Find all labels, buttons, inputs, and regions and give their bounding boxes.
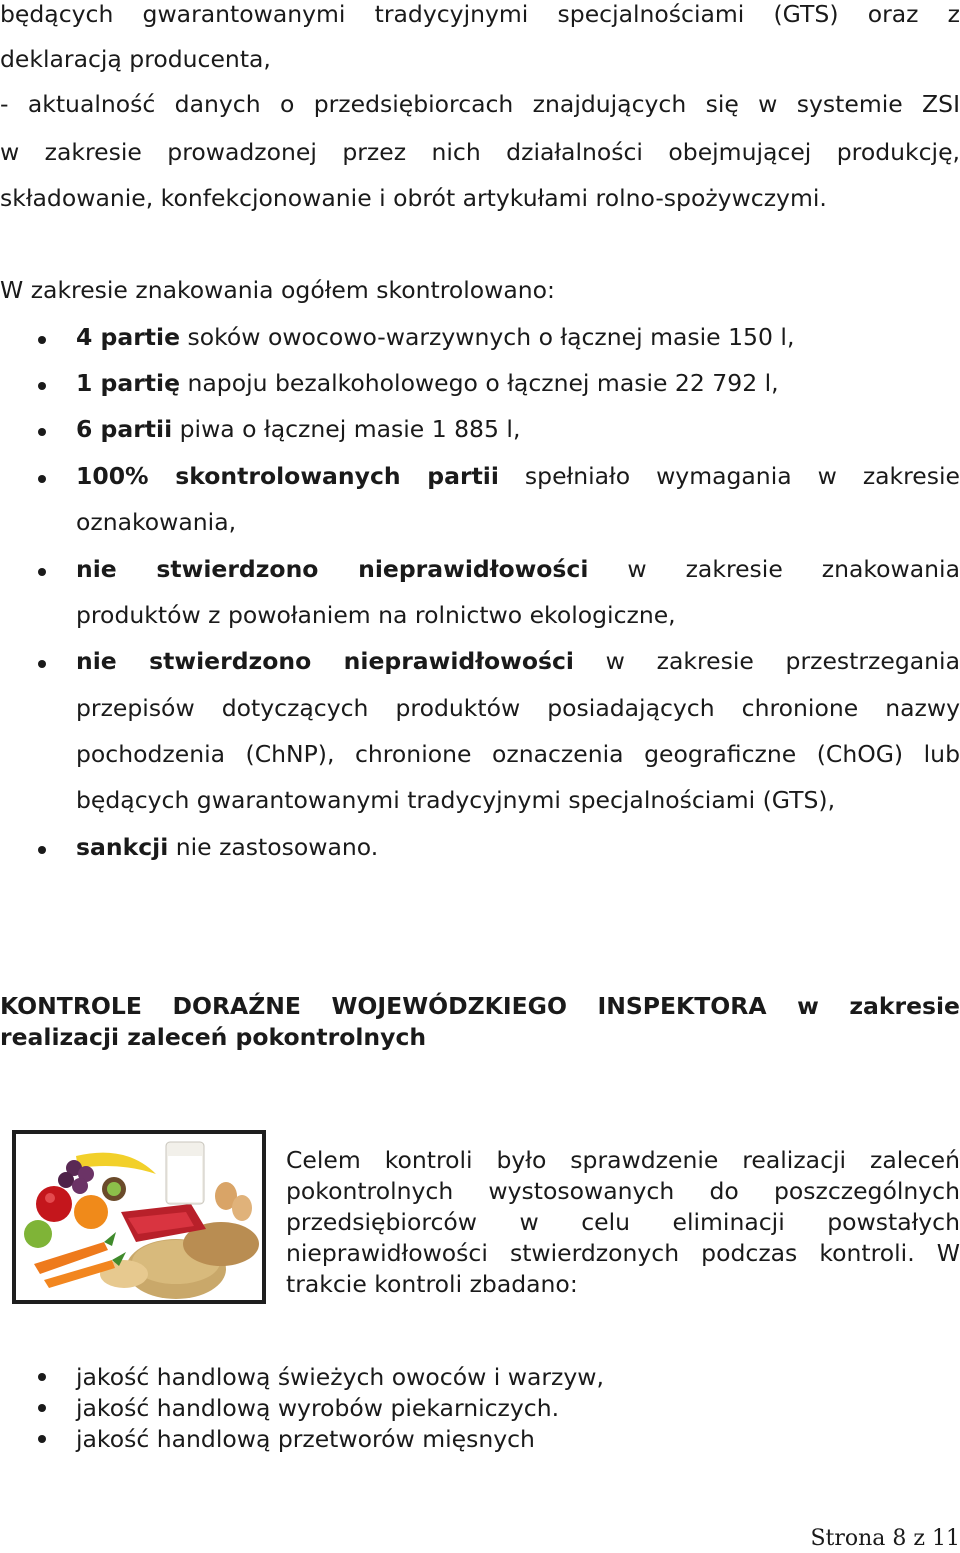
food-photo (12, 1130, 266, 1304)
section-text-line-1: Celem kontroli było sprawdzenie realizacji zaleceń (286, 1146, 960, 1174)
section-text-line-5: trakcie kontroli zbadano: (286, 1270, 578, 1298)
intro-line-4: w zakresie prowadzonej przez nich działalności obejmującej produkcję, (0, 138, 960, 166)
list-item-continuation: pochodzenia (ChNP), chronione oznaczenia geograficzne (ChOG) lub (76, 740, 960, 768)
list-item: nie stwierdzono nieprawidłowości w zakresie znakowania (76, 555, 960, 583)
section-text-line-3: przedsiębiorców w celu eliminacji powstałych (286, 1208, 960, 1236)
summary-intro: W zakresie znakowania ogółem skontrolowano: (0, 276, 555, 304)
intro-line-3: - aktualność danych o przedsiębiorcach znajdujących się w systemie ZSI (0, 90, 960, 118)
intro-line-1: będących gwarantowanymi tradycyjnymi specjalnościami (GTS) oraz z (0, 0, 960, 28)
bullet-dot (38, 428, 46, 436)
list-item: 100% skontrolowanych partii spełniało wymagania w zakresie (76, 462, 960, 490)
list-item: 6 partii piwa o łącznej masie 1 885 l, (76, 415, 521, 443)
bullet-dot (38, 1404, 46, 1412)
bullet-dot (38, 382, 46, 390)
list-item: jakość handlową świeżych owoców i warzyw, (76, 1363, 604, 1391)
list-item: sankcji nie zastosowano. (76, 833, 379, 861)
list-item: jakość handlową przetworów mięsnych (76, 1425, 535, 1453)
page-number: Strona 8 z 11 (810, 1526, 960, 1551)
list-item-continuation: będących gwarantowanymi tradycyjnymi specjalnościami (GTS), (76, 786, 836, 814)
bullet-dot (38, 568, 46, 576)
bullet-dot (38, 1435, 46, 1443)
list-item: 1 partię napoju bezalkoholowego o łącznej masie 22 792 l, (76, 369, 779, 397)
list-item-continuation: produktów z powołaniem na rolnictwo ekologiczne, (76, 601, 676, 629)
bullet-dot (38, 846, 46, 854)
intro-line-5: składowanie, konfekcjonowanie i obrót artykułami rolno-spożywczymi. (0, 184, 827, 212)
list-item: jakość handlową wyrobów piekarniczych. (76, 1394, 560, 1422)
bullet-dot (38, 660, 46, 668)
list-item-continuation: oznakowania, (76, 508, 237, 536)
section-heading-line-1: KONTROLE DORAŹNE WOJEWÓDZKIEGO INSPEKTORA w zakresie (0, 992, 960, 1020)
bullet-dot (38, 336, 46, 344)
bullet-dot (38, 475, 46, 483)
section-heading-line-2: realizacji zaleceń pokontrolnych (0, 1023, 427, 1051)
list-item: nie stwierdzono nieprawidłowości w zakresie przestrzegania (76, 647, 960, 675)
food-illustration (16, 1134, 262, 1300)
section-text-line-4: nieprawidłowości stwierdzonych podczas kontroli. W (286, 1239, 960, 1267)
section-text-line-2: pokontrolnych wystosowanych do poszczególnych (286, 1177, 960, 1205)
list-item-continuation: przepisów dotyczących produktów posiadających chronione nazwy (76, 694, 960, 722)
intro-line-2: deklaracją producenta, (0, 45, 271, 73)
bullet-dot (38, 1373, 46, 1381)
list-item: 4 partie soków owocowo-warzywnych o łącznej masie 150 l, (76, 323, 795, 351)
